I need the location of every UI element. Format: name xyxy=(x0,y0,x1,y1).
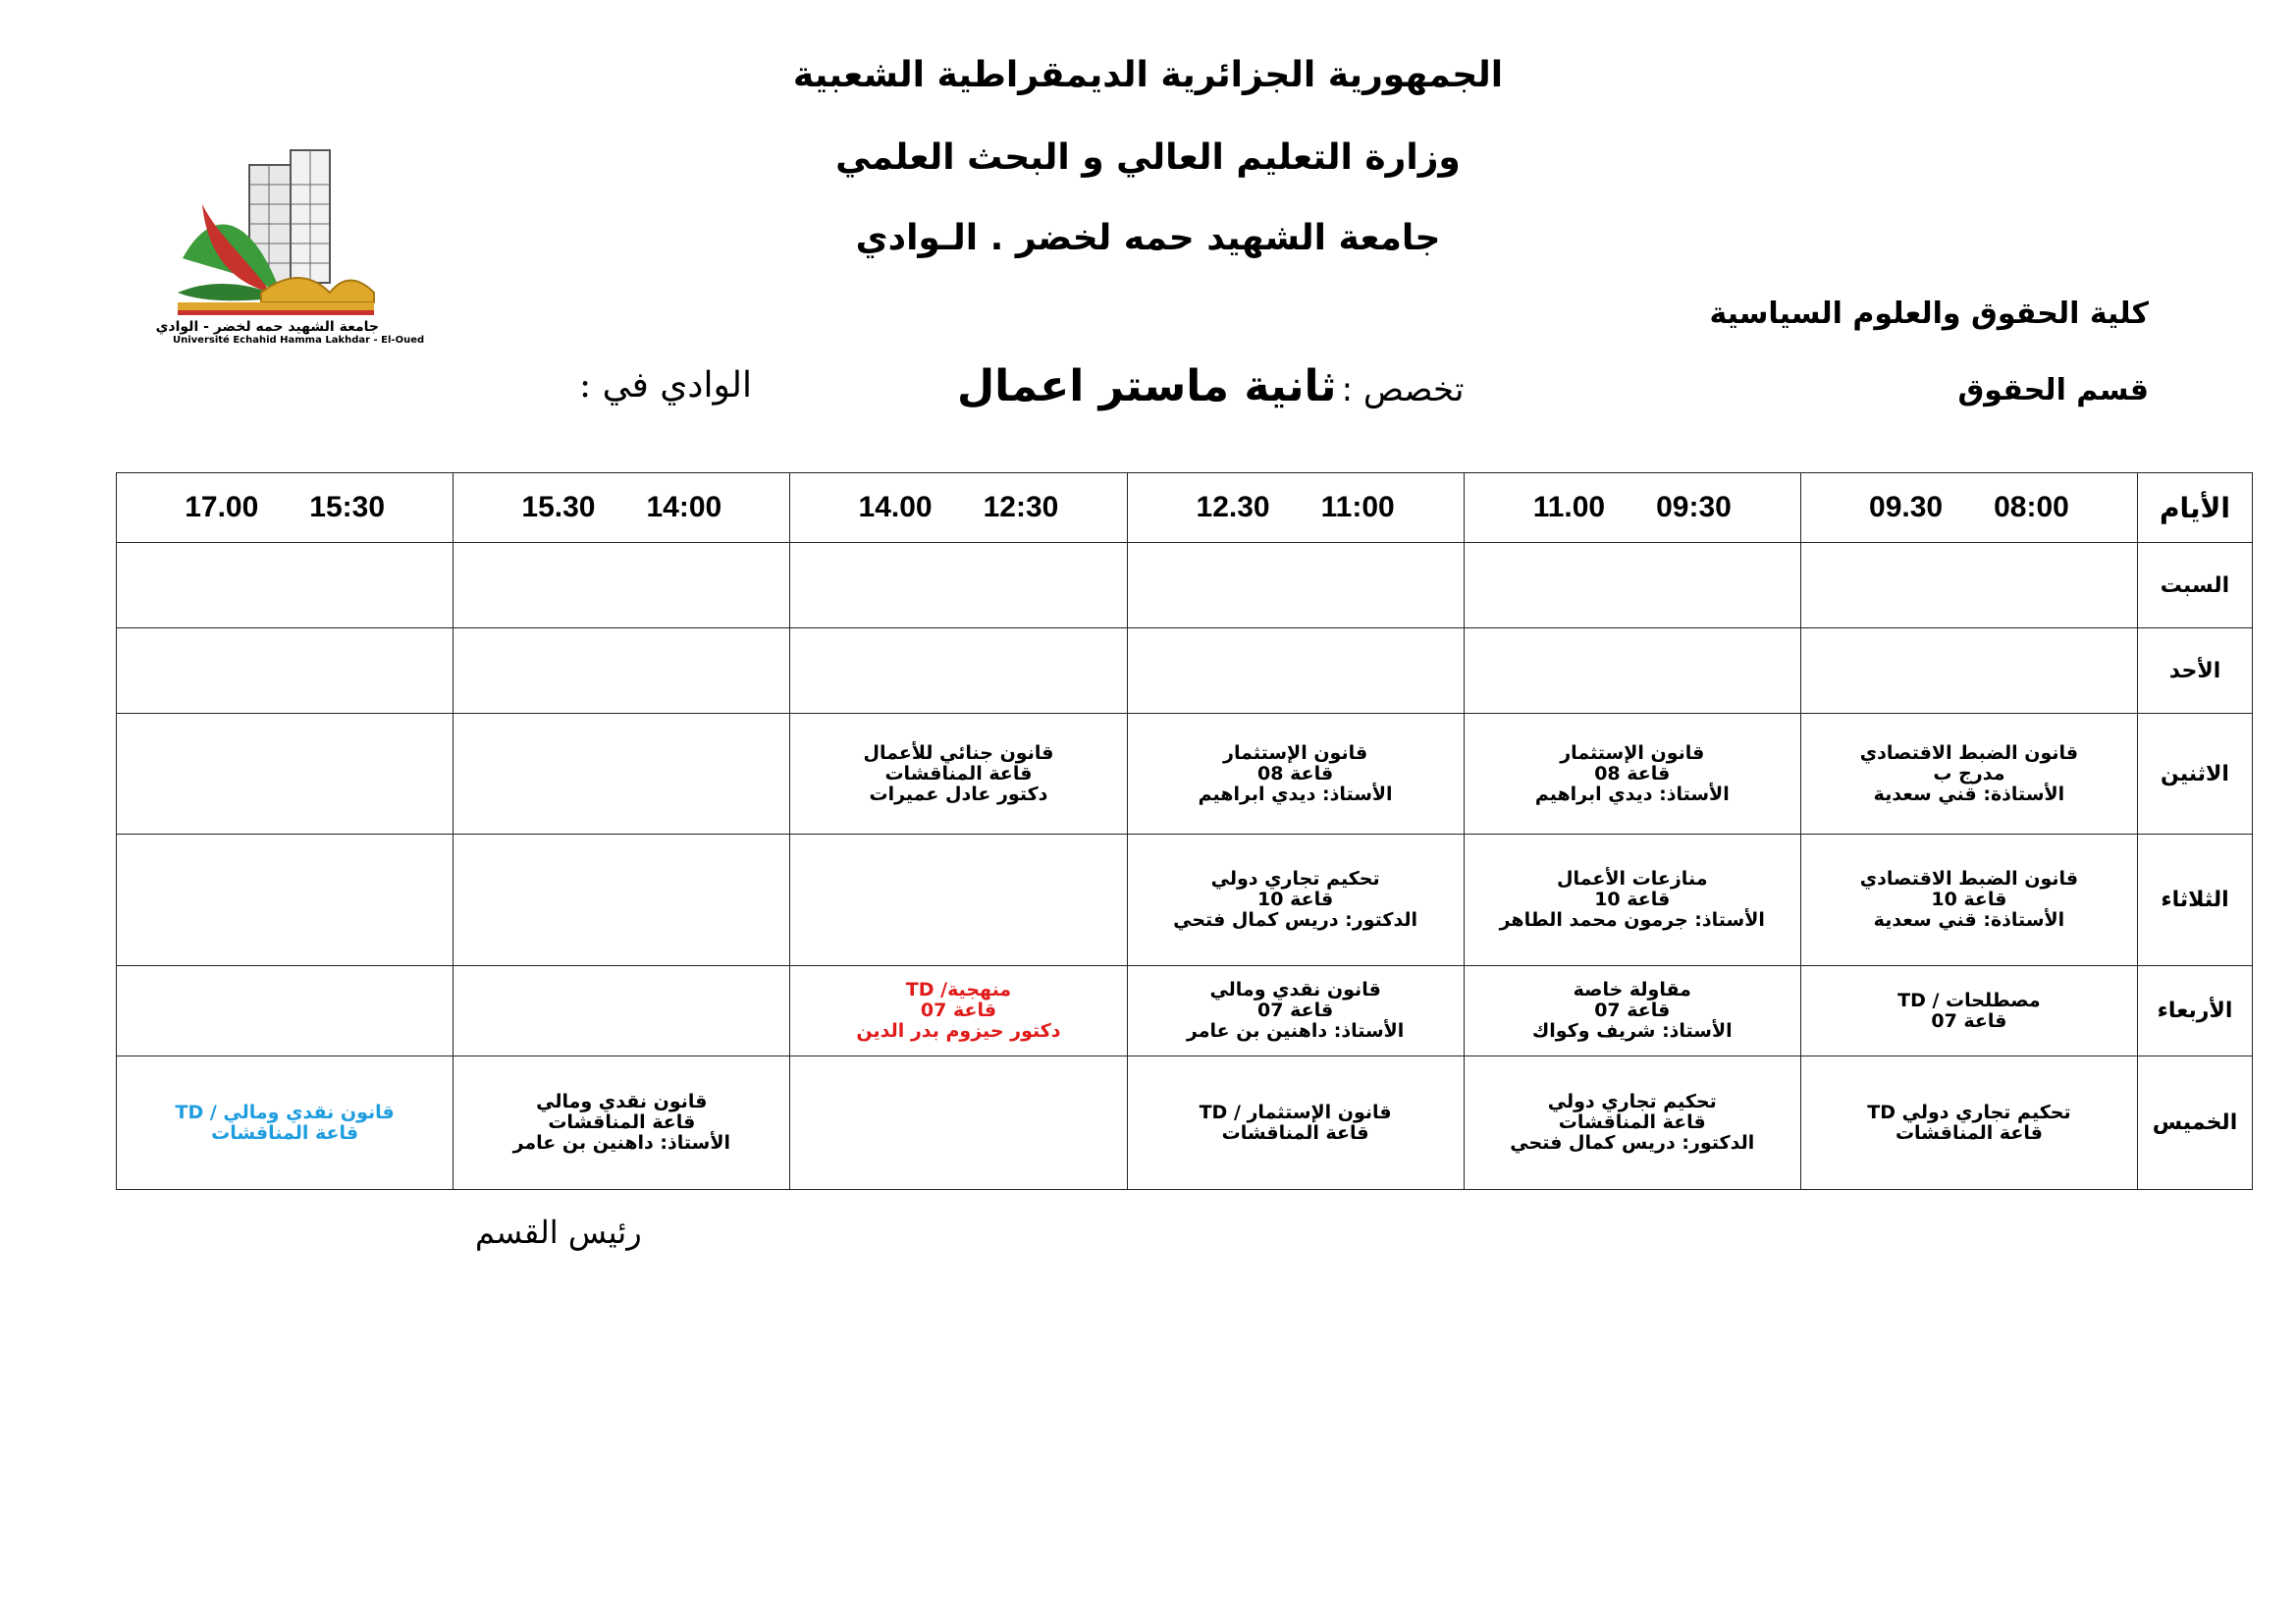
session-cell xyxy=(1127,966,1464,1056)
time-slot-start: 08:00 xyxy=(1994,491,2069,523)
session-cell xyxy=(790,714,1127,835)
course-name: منهجية/ TD xyxy=(905,979,1012,1001)
session-cell xyxy=(454,835,790,966)
course-name: قانون الإستثمار / TD xyxy=(1199,1101,1392,1123)
teacher-name: الأستاذة: قني سعدية xyxy=(1873,909,2065,931)
time-slot-header xyxy=(117,473,454,543)
session-cell xyxy=(790,835,1127,966)
specialty-label: تخصص : xyxy=(1341,370,1465,409)
specialty-value: ثانية ماستر اعمال xyxy=(957,361,1337,411)
session-cell xyxy=(1800,966,2137,1056)
room-name: قاعة المناقشات xyxy=(548,1111,696,1133)
room-name: قاعة 07 xyxy=(1257,1000,1334,1021)
course-name: مصطلحات / TD xyxy=(1897,989,2041,1011)
course-name: قانون نقدي ومالي xyxy=(1209,979,1381,1001)
department-head-signature: رئيس القسم xyxy=(475,1214,642,1251)
time-slot-header xyxy=(1800,473,2137,543)
day-name: الأربعاء xyxy=(2138,966,2253,1056)
room-name: قاعة المناقشات xyxy=(1221,1121,1369,1144)
room-name: قاعة المناقشات xyxy=(1558,1111,1706,1133)
logo-french-caption: Université Echahid Hamma Lakhdar - El-Oued xyxy=(173,335,425,346)
session-cell xyxy=(1464,835,1800,966)
teacher-name: الدكتور: دريس كمال فتحي xyxy=(1173,909,1418,931)
university-logo xyxy=(155,145,425,361)
time-slot-header xyxy=(1127,473,1464,543)
time-slot-header xyxy=(790,473,1127,543)
department-name: قسم الحقوق xyxy=(1957,373,2149,407)
time-slot-end: 12.30 xyxy=(1196,491,1270,523)
course-name: قانون الضبط الاقتصادي xyxy=(1859,868,2079,890)
day-name: الثلاثاء xyxy=(2138,835,2253,966)
faculty-name: كلية الحقوق والعلوم السياسية xyxy=(1709,297,2149,331)
session-cell xyxy=(454,1056,790,1190)
day-name: السبت xyxy=(2138,543,2253,628)
time-slot-end: 17.00 xyxy=(185,491,259,523)
teacher-name: دكتور عادل عميرات xyxy=(869,783,1048,805)
day-name: الأحد xyxy=(2138,628,2253,714)
time-slot-header xyxy=(1464,473,1800,543)
course-name: منازعات الأعمال xyxy=(1557,868,1708,890)
session-cell xyxy=(1800,543,2137,628)
session-cell xyxy=(117,835,454,966)
time-slot-end: 11.00 xyxy=(1532,491,1606,523)
room-name: قاعة 07 xyxy=(1931,1009,2007,1032)
session-cell xyxy=(117,628,454,714)
time-slot-end: 14.00 xyxy=(858,491,933,523)
session-cell xyxy=(1464,628,1800,714)
course-name: مقاولة خاصة xyxy=(1573,979,1691,1001)
days-header: الأيام xyxy=(2138,473,2253,543)
teacher-name: دكتور حيزوم بدر الدين xyxy=(856,1020,1061,1042)
time-slot-start: 11:00 xyxy=(1320,491,1395,523)
room-name: مدرج ب xyxy=(1933,762,2005,785)
teacher-name: الأستاذ: شريف وكواك xyxy=(1531,1020,1733,1042)
session-cell xyxy=(1127,1056,1464,1190)
course-name: قانون جنائي للأعمال xyxy=(863,741,1054,764)
room-name: قاعة 10 xyxy=(1931,889,2007,910)
room-name: قاعة المناقشات xyxy=(211,1121,359,1144)
day-row xyxy=(117,628,2253,714)
session-cell xyxy=(1800,628,2137,714)
session-cell xyxy=(1464,1056,1800,1190)
session-cell xyxy=(1464,714,1800,835)
session-cell xyxy=(117,1056,454,1190)
session-cell xyxy=(1127,714,1464,835)
republic-title: الجمهورية الجزائرية الديمقراطية الشعبية xyxy=(792,55,1504,95)
time-slots-row xyxy=(117,473,2253,543)
session-cell xyxy=(454,628,790,714)
time-slot-start: 15:30 xyxy=(309,491,386,523)
time-slot-end: 15.30 xyxy=(521,491,596,523)
session-cell xyxy=(117,543,454,628)
teacher-name: الأستاذة: قني سعدية xyxy=(1873,783,2065,805)
course-name: تحكيم تجاري دولي xyxy=(1210,868,1380,890)
room-name: قاعة 08 xyxy=(1257,762,1334,785)
time-slot-end: 09.30 xyxy=(1869,491,1944,523)
session-cell xyxy=(454,543,790,628)
day-row xyxy=(117,714,2253,835)
teacher-name: الأستاذ: ديدي ابراهيم xyxy=(1534,783,1730,805)
teacher-name: الأستاذ: جرمون محمد الطاهر xyxy=(1499,909,1765,931)
specialty xyxy=(957,361,1464,411)
session-cell xyxy=(117,714,454,835)
session-cell xyxy=(1127,835,1464,966)
session-cell xyxy=(1800,1056,2137,1190)
place-date: الوادي في : xyxy=(579,365,753,406)
teacher-name: الأستاذ: داهنين بن عامر xyxy=(512,1132,730,1154)
course-name: قانون الإستثمار xyxy=(1223,741,1368,764)
room-name: قاعة 07 xyxy=(1594,1000,1671,1021)
session-cell xyxy=(117,966,454,1056)
session-cell xyxy=(1800,714,2137,835)
teacher-name: الأستاذ: ديدي ابراهيم xyxy=(1198,783,1393,805)
session-cell xyxy=(790,543,1127,628)
session-cell xyxy=(1464,966,1800,1056)
room-name: قاعة 08 xyxy=(1594,762,1671,785)
day-name: الاثنين xyxy=(2138,714,2253,835)
time-slot-start: 14:00 xyxy=(646,491,722,523)
day-row xyxy=(117,835,2253,966)
session-cell xyxy=(1127,543,1464,628)
timetable xyxy=(116,472,2253,1190)
day-row xyxy=(117,1056,2253,1190)
course-name: قانون نقدي ومالي / TD xyxy=(175,1101,395,1123)
time-slot-start: 09:30 xyxy=(1656,491,1732,523)
day-row xyxy=(117,966,2253,1056)
room-name: قاعة المناقشات xyxy=(1895,1121,2043,1144)
session-cell xyxy=(790,966,1127,1056)
time-slot-header xyxy=(454,473,790,543)
room-name: قاعة 10 xyxy=(1594,889,1671,910)
room-name: قاعة المناقشات xyxy=(884,762,1033,785)
teacher-name: الأستاذ: داهنين بن عامر xyxy=(1186,1020,1405,1042)
session-cell xyxy=(790,1056,1127,1190)
course-name: قانون الضبط الاقتصادي xyxy=(1859,741,2079,764)
session-cell xyxy=(454,714,790,835)
ministry-title: وزارة التعليم العالي و البحث العلمي xyxy=(835,137,1461,178)
day-row xyxy=(117,543,2253,628)
session-cell xyxy=(1464,543,1800,628)
course-name: قانون الإستثمار xyxy=(1560,741,1705,764)
university-title: جامعة الشهيد حمه لخضر . الـوادي xyxy=(855,218,1441,258)
session-cell xyxy=(1127,628,1464,714)
teacher-name: الدكتور: دريس كمال فتحي xyxy=(1510,1132,1755,1154)
course-name: تحكيم تجاري دولي xyxy=(1547,1091,1717,1112)
session-cell xyxy=(1800,835,2137,966)
session-cell xyxy=(790,628,1127,714)
university-logo-icon xyxy=(173,145,379,317)
logo-arabic-caption: جامعة الشهيد حمه لخضر - الوادي xyxy=(155,319,379,335)
day-name: الخميس xyxy=(2138,1056,2253,1190)
course-name: تحكيم تجاري دولي TD xyxy=(1867,1101,2071,1123)
room-name: قاعة 07 xyxy=(920,1000,997,1021)
course-name: قانون نقدي ومالي xyxy=(536,1091,708,1112)
session-cell xyxy=(454,966,790,1056)
time-slot-start: 12:30 xyxy=(983,491,1059,523)
room-name: قاعة 10 xyxy=(1257,889,1334,910)
